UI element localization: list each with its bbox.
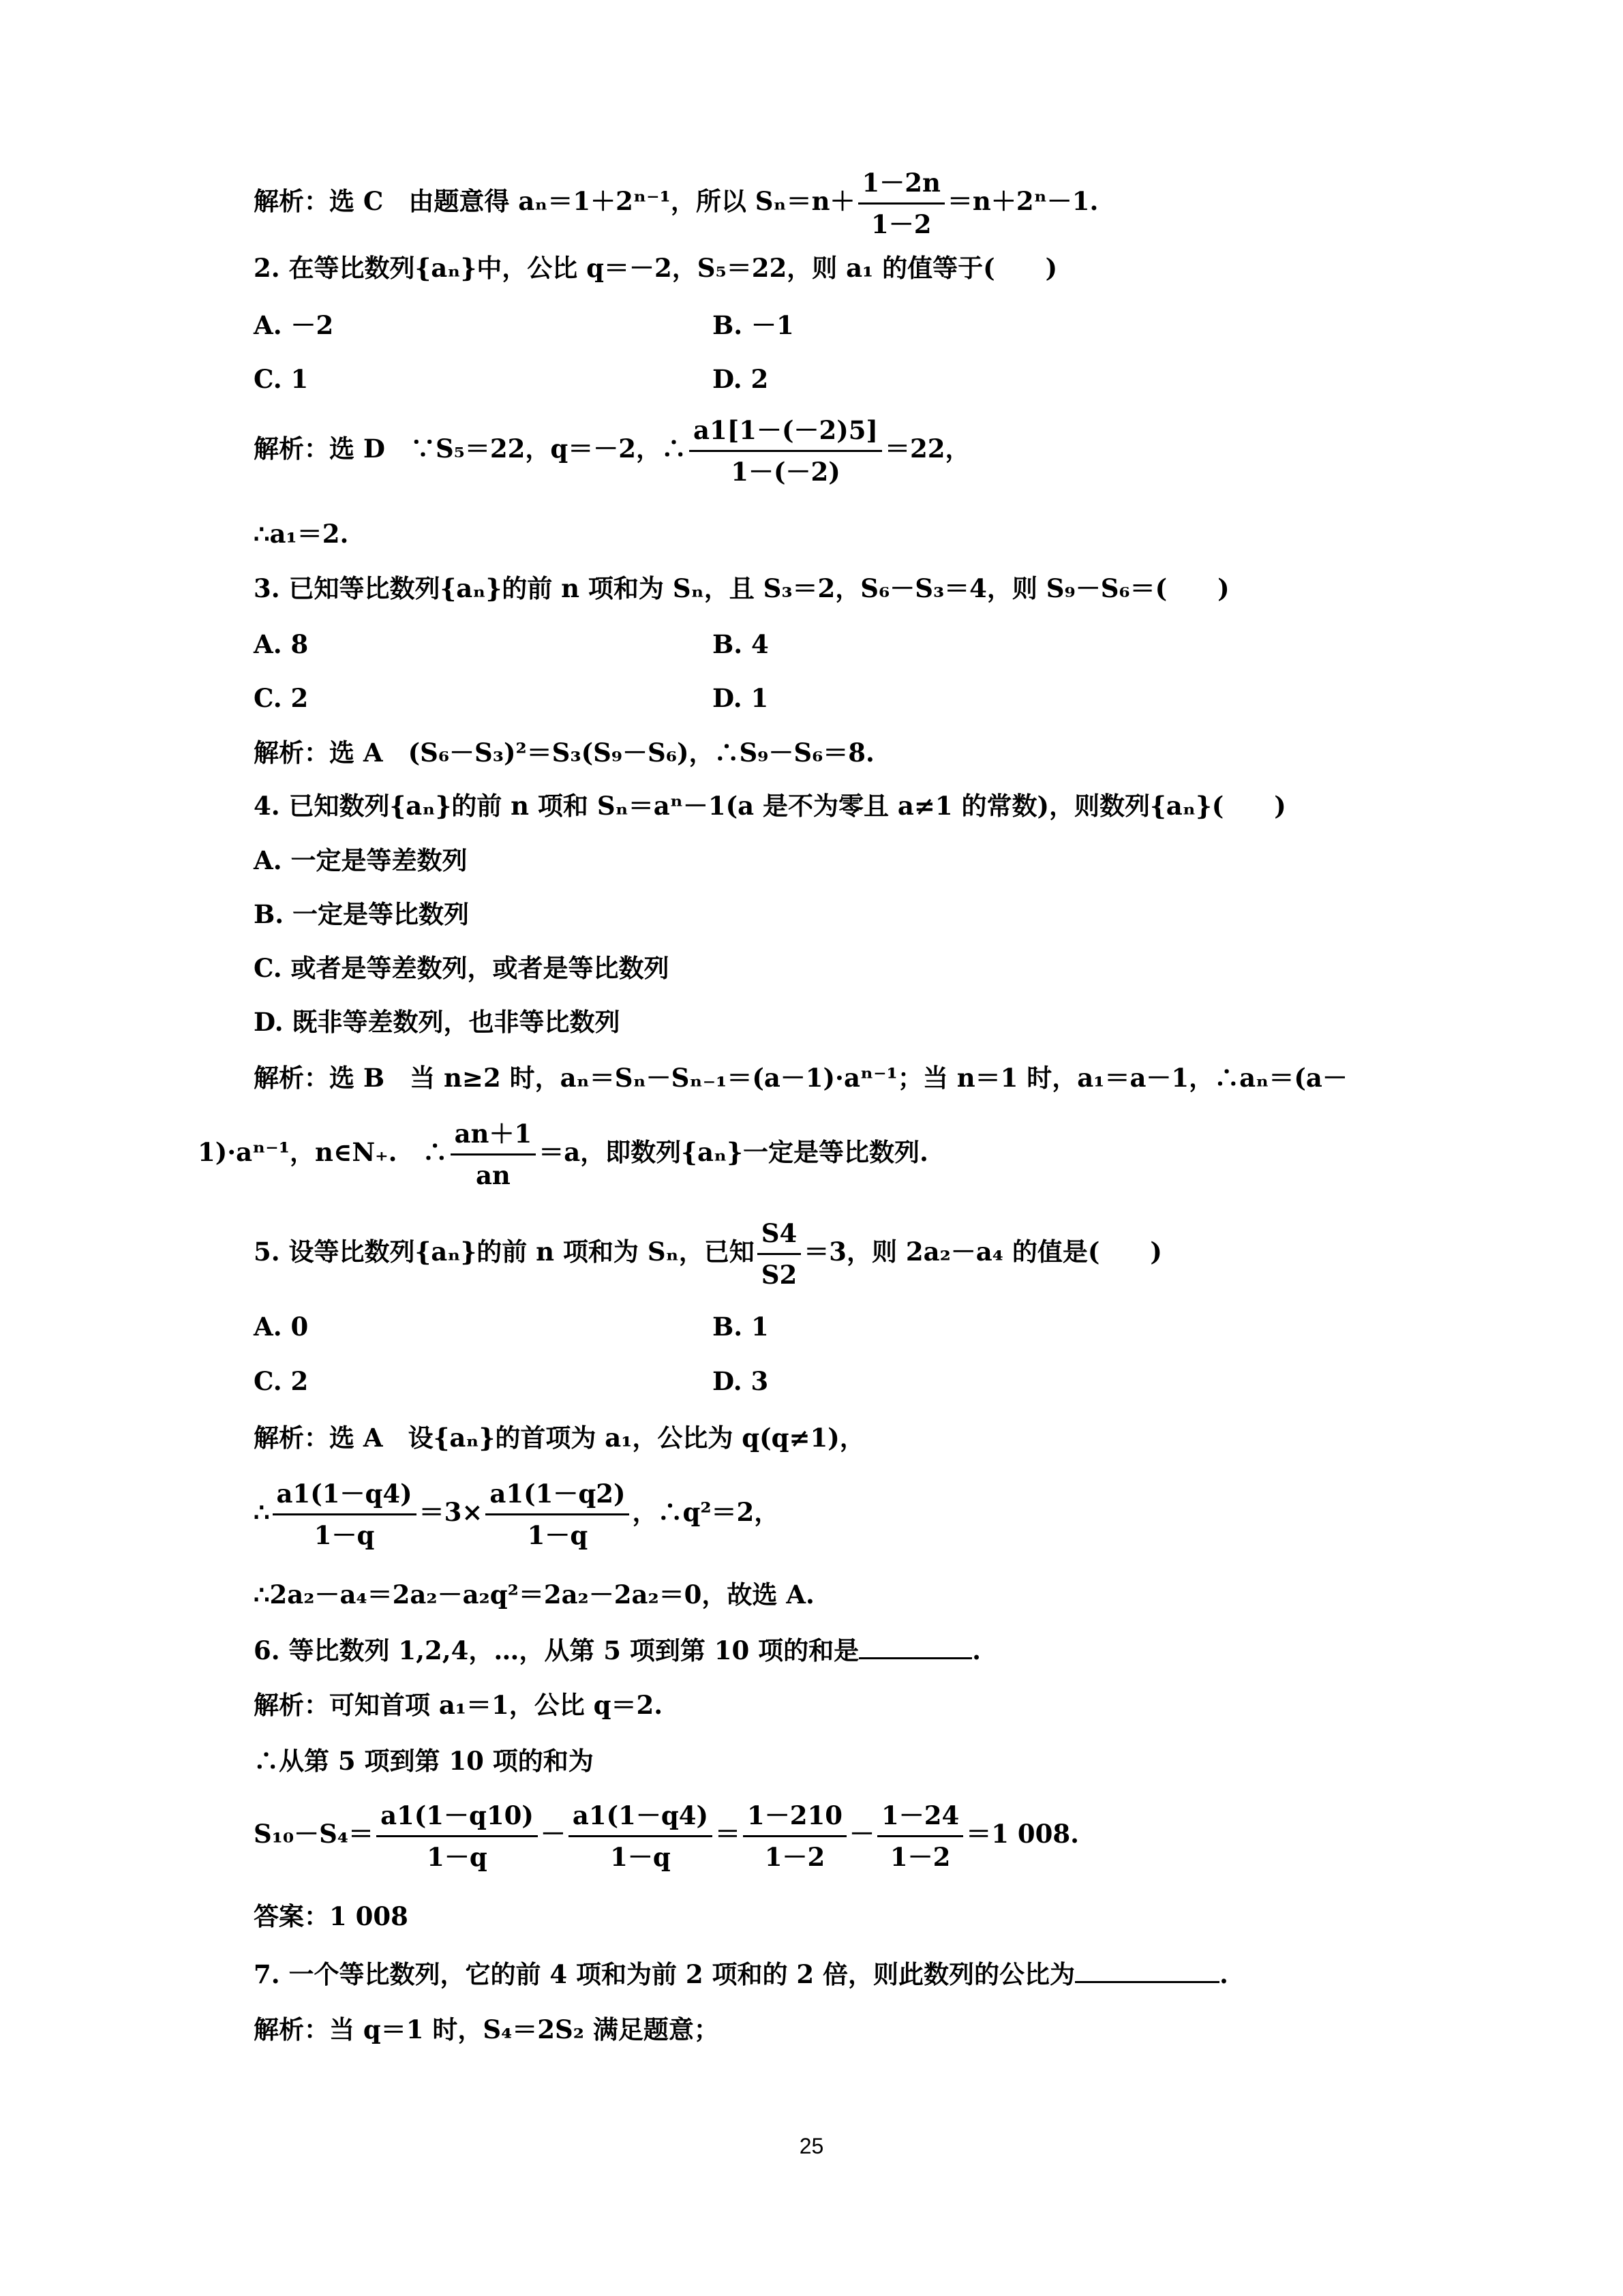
solution-5-equation: ∴ $\frac{a1(1-q4)}{1-q}$ ＝3× $\frac{a1(1-q2)}{1-q}$ ，∴q²＝2， bbox=[254, 1479, 780, 1550]
fraction: $\frac{a1(1-q2)}{1-q}$ bbox=[485, 1478, 629, 1551]
fraction: $\frac{an+1}{an}$ bbox=[451, 1118, 536, 1191]
fraction: $\frac{1-210}{1-2}$ bbox=[743, 1800, 847, 1873]
fraction: $\frac{a1(1-q10)}{1-q}$ bbox=[376, 1800, 538, 1873]
option-b: B. 4 bbox=[712, 629, 769, 659]
fraction: $\frac{1-24}{1-2}$ bbox=[877, 1800, 963, 1873]
fraction: $\frac{a1(1-q4)}{1-q}$ bbox=[568, 1800, 712, 1873]
answer-6: 答案：1 008 bbox=[254, 1901, 408, 1931]
solution-6-equation: S₁₀－S₄＝ $\frac{a1(1-q10)}{1-q}$ － $\frac{a1(1-q4)}{1-q}$ ＝ $\frac{1-210}{1-2}$ － $\frac{1-24}{1-2}$ ＝1 008. bbox=[254, 1800, 1079, 1872]
solution-5-conclusion: ∴2a₂－a₄＝2a₂－a₂q²＝2a₂－2a₂＝0，故选 A. bbox=[254, 1580, 815, 1610]
option-d: D. 2 bbox=[712, 364, 769, 394]
option-d: D. 3 bbox=[712, 1366, 769, 1396]
solution-2-conclusion: ∴a₁＝2. bbox=[254, 519, 349, 549]
solution-1-text: 解析：选 C 由题意得 aₙ＝1＋2ⁿ⁻¹，所以 Sₙ＝n＋ bbox=[254, 186, 855, 216]
question-6: 6. 等比数列 1,2,4，…，从第 5 项到第 10 项的和是 . bbox=[254, 1631, 981, 1667]
fraction: $\frac{1-2n}{1-2}$ bbox=[858, 167, 945, 240]
option-a: A. 8 bbox=[254, 629, 309, 659]
option-a: A. 一定是等差数列 bbox=[254, 845, 468, 875]
page-number: 25 bbox=[799, 2134, 824, 2158]
solution-3: 解析：选 A (S₆－S₃)²＝S₃(S₉－S₆)，∴S₉－S₆＝8. bbox=[254, 738, 875, 768]
solution-4-continued: 1)·aⁿ⁻¹，n∈N₊. ∴ $\frac{an+1}{an}$ ＝a，即数列{aₙ}一定是等比数列. bbox=[198, 1119, 928, 1190]
fraction: $\frac{a1[1-(-2)5]}{1-(-2)}$ bbox=[689, 414, 882, 487]
option-d: D. 1 bbox=[712, 683, 769, 713]
question-7: 7. 一个等比数列，它的前 4 项和为前 2 项和的 2 倍，则此数列的公比为 . bbox=[254, 1955, 1228, 1991]
solution-7: 解析：当 q＝1 时，S₄＝2S₂ 满足题意； bbox=[254, 2014, 719, 2044]
option-d: D. 既非等差数列，也非等比数列 bbox=[254, 1007, 620, 1037]
option-b: B. 1 bbox=[712, 1312, 769, 1342]
option-c: C. 1 bbox=[254, 364, 309, 394]
fraction: $\frac{a1(1-q4)}{1-q}$ bbox=[273, 1478, 416, 1551]
solution-5: 解析：选 A 设{aₙ}的首项为 a₁，公比为 q(q≠1)， bbox=[254, 1423, 865, 1453]
option-a: A. 0 bbox=[254, 1312, 309, 1342]
answer-blank bbox=[859, 1631, 972, 1659]
solution-1: 解析：选 C 由题意得 aₙ＝1＋2ⁿ⁻¹，所以 Sₙ＝n＋ $\frac{1-2n}{1-2}$ ＝n＋2ⁿ－1. bbox=[254, 168, 1099, 239]
answer-blank bbox=[1075, 1955, 1219, 1983]
option-c: C. 或者是等差数列，或者是等比数列 bbox=[254, 953, 669, 983]
question-4: 4. 已知数列{aₙ}的前 n 项和 Sₙ＝aⁿ－1(a 是不为零且 a≠1 的常数)，则数列{aₙ}( ) bbox=[254, 791, 1286, 821]
solution-6-note: ∴从第 5 项到第 10 项的和为 bbox=[254, 1746, 594, 1776]
option-b: B. 一定是等比数列 bbox=[254, 899, 470, 929]
question-3: 3. 已知等比数列{aₙ}的前 n 项和为 Sₙ，且 S₃＝2，S₆－S₃＝4，则 S₉－S₆＝( ) bbox=[254, 573, 1230, 603]
option-c: C. 2 bbox=[254, 1366, 309, 1396]
solution-2: 解析：选 D ∵S₅＝22，q＝－2，∴ $\frac{a1[1-(-2)5]}{1-(-2)}$ ＝22， bbox=[254, 415, 971, 487]
option-b: B. －1 bbox=[712, 310, 794, 340]
question-2: 2. 在等比数列{aₙ}中，公比 q＝－2，S₅＝22，则 a₁ 的值等于( ) bbox=[254, 253, 1058, 283]
question-5: 5. 设等比数列{aₙ}的前 n 项和为 Sₙ，已知 $\frac{S4}{S2}$ ＝3，则 2a₂－a₄ 的值是( ) bbox=[254, 1218, 1162, 1290]
fraction: $\frac{S4}{S2}$ bbox=[757, 1218, 801, 1290]
solution-4: 解析：选 B 当 n≥2 时，aₙ＝Sₙ－Sₙ₋₁＝(a－1)·aⁿ⁻¹；当 n＝1 时，a₁＝a－1，∴aₙ＝(a－ bbox=[254, 1063, 1348, 1093]
option-a: A. －2 bbox=[254, 310, 334, 340]
solution-6: 解析：可知首项 a₁＝1，公比 q＝2. bbox=[254, 1690, 663, 1720]
option-c: C. 2 bbox=[254, 683, 309, 713]
